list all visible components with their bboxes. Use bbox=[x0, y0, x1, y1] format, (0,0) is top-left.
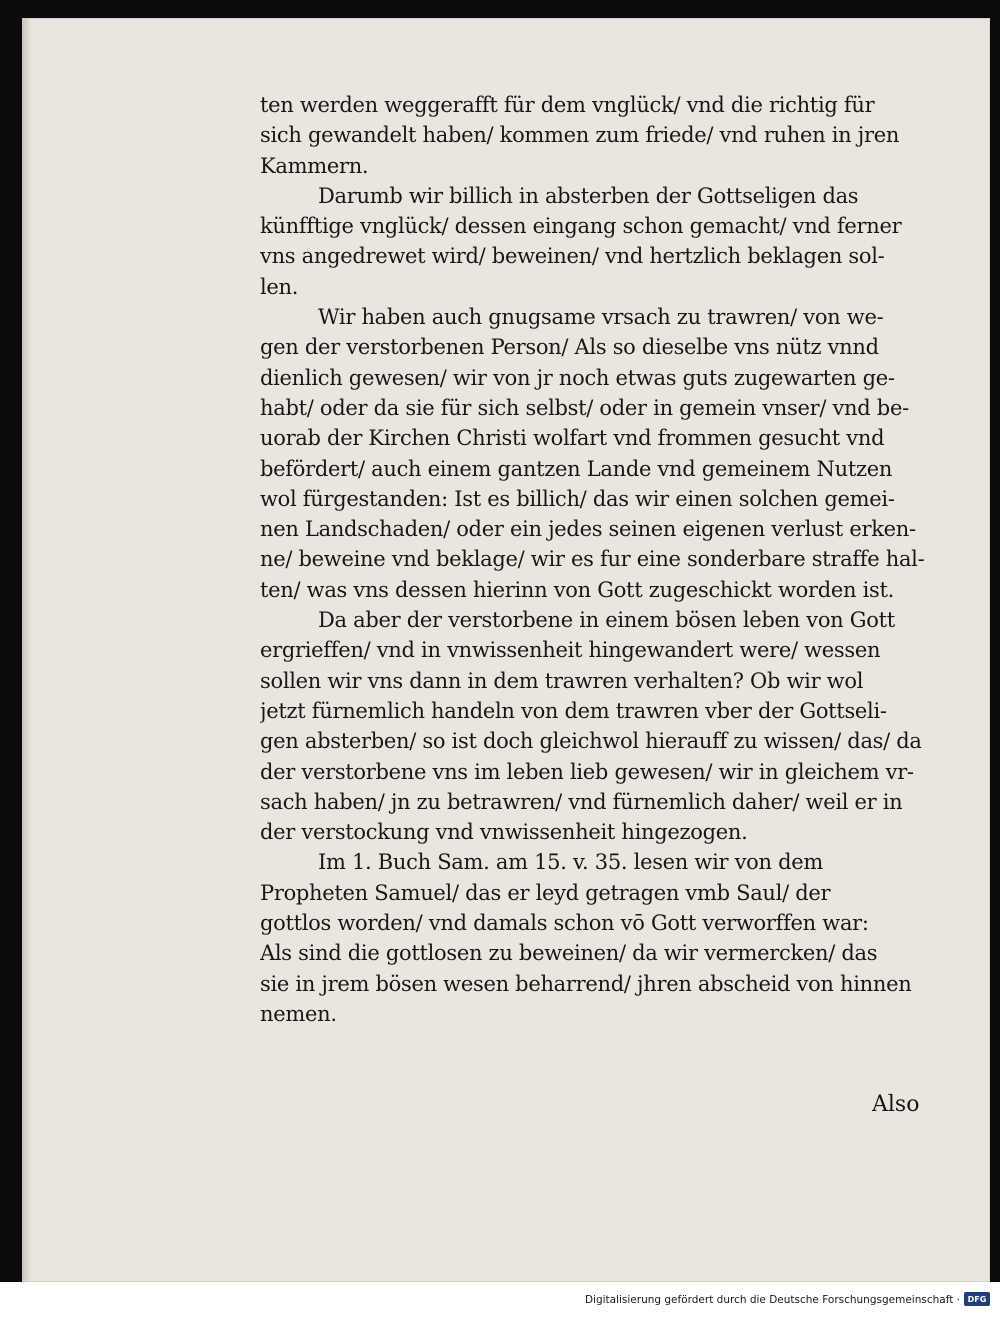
text-line: ne/ beweine vnd beklage/ wir es fur eine sonderbare straffe hal- bbox=[260, 547, 925, 572]
text-line: gen absterben/ so ist doch gleichwol hierauff zu wissen/ das/ da bbox=[260, 729, 922, 754]
text-line: ten werden weggerafft für dem vnglück/ vnd die richtig für bbox=[260, 93, 875, 117]
text-line: habt/ oder da sie für sich selbst/ oder in gemein vnser/ vnd be- bbox=[260, 395, 909, 420]
text-line: wol fürgestanden: Ist es billich/ das wir einen solchen gemei- bbox=[260, 486, 895, 511]
text-line: sollen wir vns dann in dem trawren verhalten? Ob wir wol bbox=[260, 668, 864, 693]
text-line: der verstorbene vns im leben lieb gewesen/ wir in gleichem vr- bbox=[260, 759, 914, 784]
text-line: ergrieffen/ vnd in vnwissenheit hingewandert were/ wessen bbox=[260, 638, 881, 663]
text-line: befördert/ auch einem gantzen Lande vnd gemeinem Nutzen bbox=[260, 456, 893, 481]
text-line: Darumb wir billich in absterben der Gottseligen das bbox=[318, 183, 859, 208]
funding-notice: Digitalisierung gefördert durch die Deutsche Forschungsgemeinschaft · bbox=[584, 1294, 960, 1306]
book-page bbox=[22, 18, 990, 1282]
catchword: Also bbox=[872, 1092, 920, 1117]
text-line: nemen. bbox=[260, 1001, 337, 1026]
text-line: künfftige vnglück/ dessen eingang schon gemacht/ vnd ferner bbox=[260, 214, 902, 239]
text-line: Da aber der verstorbene in einem bösen leben von Gott bbox=[318, 608, 895, 633]
text-line: vns angedrewet wird/ beweinen/ vnd hertzlich beklagen sol- bbox=[260, 244, 885, 269]
text-line: gen der verstorbenen Person/ Als so dieselbe vns nütz vnnd bbox=[260, 335, 879, 360]
text-line: sie in jrem bösen wesen beharrend/ jhren abscheid von hinnen bbox=[260, 971, 912, 996]
text-line: Im 1. Buch Sam. am 15. v. 35. lesen wir von dem bbox=[318, 850, 824, 875]
text-line: gottlos worden/ vnd damals schon vō Gott verworffen war: bbox=[260, 911, 869, 936]
text-line: sach haben/ jn zu betrawren/ vnd fürnemlich daher/ weil er in bbox=[260, 789, 903, 814]
text-line: len. bbox=[260, 274, 299, 299]
text-line: dienlich gewesen/ wir von jr noch etwas guts zugewarten ge- bbox=[260, 365, 895, 390]
text-line: Als sind die gottlosen zu beweinen/ da wir vermercken/ das bbox=[260, 941, 878, 966]
text-line: ten/ was vns dessen hierinn von Gott zugeschickt worden ist. bbox=[260, 577, 894, 602]
dfg-logo-icon: DFG bbox=[964, 1292, 990, 1306]
text-line: nen Landschaden/ oder ein jedes seinen eigenen verlust erken- bbox=[260, 517, 916, 542]
text-line: uorab der Kirchen Christi wolfart vnd frommen gesucht vnd bbox=[260, 426, 885, 451]
text-line: Kammern. bbox=[260, 153, 369, 178]
footer-bar bbox=[0, 1282, 1000, 1323]
page-text bbox=[260, 90, 936, 1029]
text-line: Propheten Samuel/ das er leyd getragen vmb Saul/ der bbox=[260, 880, 831, 905]
text-line: Wir haben auch gnugsame vrsach zu trawren/ von we- bbox=[318, 305, 884, 330]
text-line: jetzt fürnemlich handeln von dem trawren vber der Gottseli- bbox=[260, 698, 887, 723]
text-line: der verstockung vnd vnwissenheit hingezogen. bbox=[260, 820, 748, 845]
text-line: sich gewandelt haben/ kommen zum friede/ vnd ruhen in jren bbox=[260, 123, 900, 148]
